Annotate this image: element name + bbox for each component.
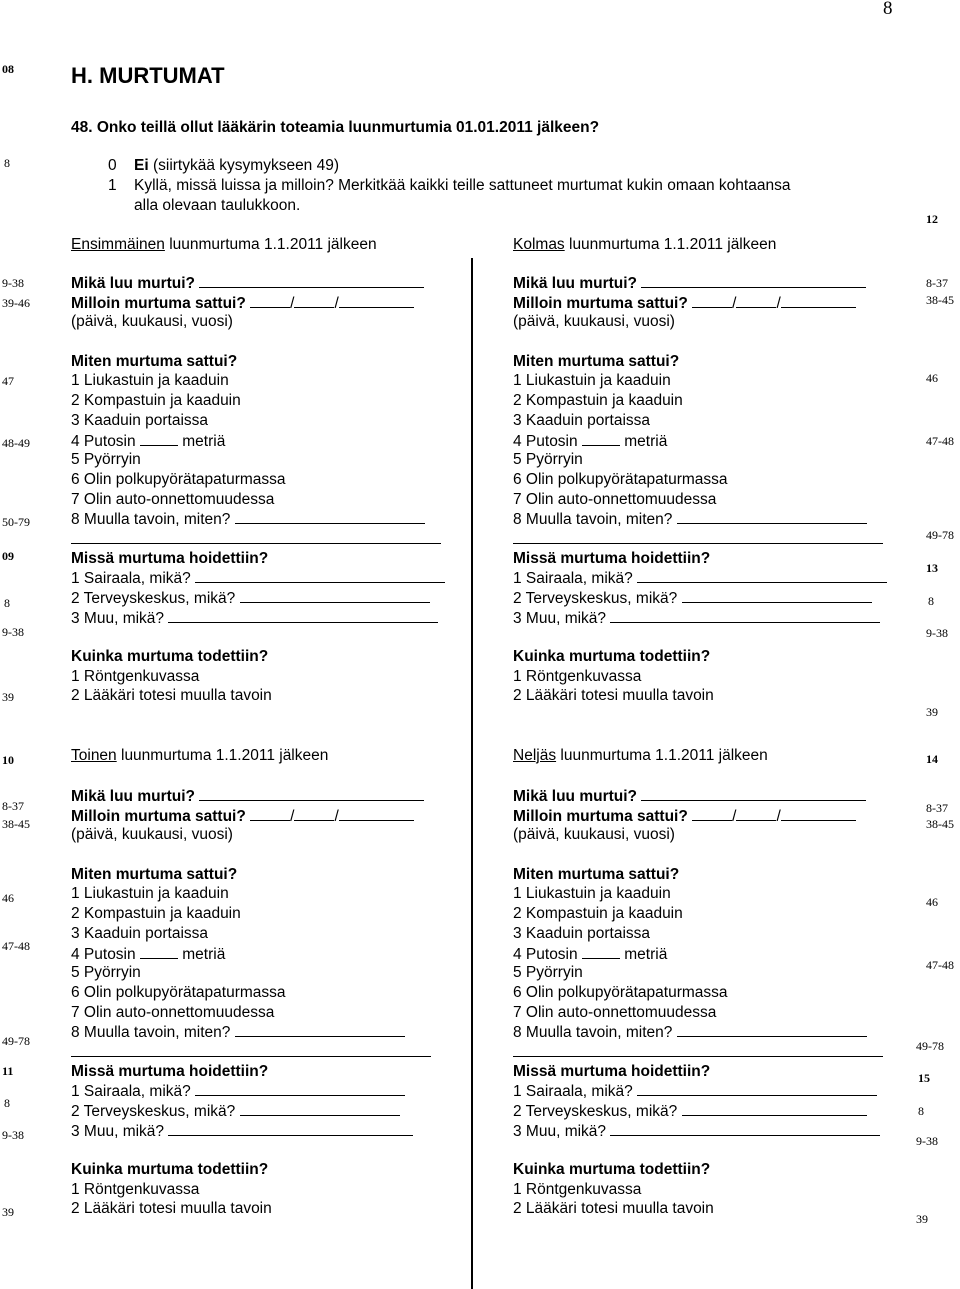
slash: / — [290, 294, 295, 312]
margin-code: 08 — [2, 62, 14, 76]
margin-code: 8 — [4, 596, 10, 610]
margin-code: 8 — [4, 156, 10, 170]
how-option[interactable]: 1 Liukastuin ja kaaduin — [513, 372, 671, 390]
margin-code: 14 — [926, 752, 938, 766]
how-option[interactable]: 6 Olin polkupyörätapaturmassa — [513, 470, 728, 488]
how-option[interactable]: 2 Kompastuin ja kaaduin — [513, 905, 683, 923]
margin-code: 10 — [2, 753, 14, 767]
day-input[interactable] — [692, 806, 732, 821]
answer-code: 0 — [108, 157, 117, 174]
fracture-heading-2: Toinen luunmurtuma 1.1.2011 jälkeen — [71, 747, 329, 764]
health-center-input[interactable] — [240, 1101, 400, 1116]
answer-note: alla olevaan taulukkoon. — [134, 197, 301, 214]
hospital-input[interactable] — [195, 568, 445, 583]
year-input[interactable] — [339, 806, 414, 821]
diagnosis-option[interactable]: 2 Lääkäri totesi muulla tavoin — [513, 687, 714, 705]
how-option[interactable]: 3 Kaaduin portaissa — [71, 411, 209, 429]
where-option[interactable]: 3 Muu, mikä? — [513, 608, 913, 628]
fracture-form-3 — [513, 273, 913, 706]
slash: / — [732, 294, 737, 312]
margin-code: 15 — [918, 1071, 930, 1085]
date-hint: (päivä, kuukausi, vuosi) — [71, 826, 233, 844]
where-option[interactable]: 2 Terveyskeskus, mikä? — [71, 588, 471, 608]
other-how-input[interactable] — [677, 1022, 867, 1037]
other-how-input-2[interactable] — [71, 529, 441, 544]
metres-input[interactable] — [582, 431, 620, 446]
date-hint: (päivä, kuukausi, vuosi) — [71, 313, 233, 331]
fracture-form-4 — [513, 786, 913, 1219]
other-how-input[interactable] — [235, 509, 425, 524]
day-input[interactable] — [250, 293, 290, 308]
hospital-input[interactable] — [195, 1081, 405, 1096]
how-option[interactable]: 4 Putosin metriä — [513, 945, 668, 963]
how-option[interactable]: 7 Olin auto-onnettomuudessa — [71, 490, 275, 508]
slash: / — [732, 807, 737, 825]
margin-code: 8 — [918, 1104, 924, 1118]
margin-code: 38-45 — [926, 817, 954, 831]
margin-code: 49-78 — [916, 1039, 944, 1053]
slash: / — [290, 807, 295, 825]
how-option[interactable]: 2 Kompastuin ja kaaduin — [513, 392, 683, 410]
how-option[interactable]: 4 Putosin metriä — [71, 432, 226, 450]
diagnosis-option[interactable]: 2 Lääkäri totesi muulla tavoin — [71, 1200, 272, 1218]
other-how-input-2[interactable] — [513, 529, 883, 544]
margin-code: 46 — [926, 371, 938, 385]
hospital-input[interactable] — [637, 1081, 877, 1096]
margin-code: 9-38 — [916, 1134, 938, 1148]
column-divider — [471, 258, 473, 1289]
year-input[interactable] — [781, 806, 856, 821]
margin-code: 8-37 — [2, 799, 24, 813]
other-how-input-2[interactable] — [71, 1042, 431, 1057]
where-option[interactable]: 3 Muu, mikä? — [71, 608, 471, 628]
where-option[interactable]: 2 Terveyskeskus, mikä? — [513, 1101, 913, 1121]
other-how-input-2[interactable] — [513, 1042, 883, 1057]
where-option[interactable]: 1 Sairaala, mikä? — [513, 568, 913, 588]
other-place-input[interactable] — [168, 1121, 413, 1136]
section-title: H. MURTUMAT — [71, 63, 225, 88]
margin-code: 38-45 — [2, 817, 30, 831]
metres-input[interactable] — [140, 944, 178, 959]
how-option[interactable]: 3 Kaaduin portaissa — [513, 924, 651, 942]
how-option[interactable]: 2 Kompastuin ja kaaduin — [71, 905, 241, 923]
how-option[interactable]: 8 Muulla tavoin, miten? — [71, 1022, 471, 1042]
diagnosis-question: Kuinka murtuma todettiin? — [513, 648, 711, 666]
answer-code: 1 — [108, 177, 117, 194]
how-option[interactable]: 4 Putosin metriä — [513, 432, 668, 450]
how-option[interactable]: 5 Pyörryin — [71, 964, 141, 982]
other-how-input[interactable] — [235, 1022, 405, 1037]
month-input[interactable] — [736, 806, 776, 821]
how-option[interactable]: 8 Muulla tavoin, miten? — [513, 1022, 913, 1042]
where-option[interactable]: 2 Terveyskeskus, mikä? — [71, 1101, 471, 1121]
where-option[interactable]: 3 Muu, mikä? — [71, 1121, 471, 1141]
how-question: Miten murtuma sattui? — [513, 352, 680, 370]
answer-option-1[interactable] — [108, 176, 790, 196]
year-input[interactable] — [339, 293, 414, 308]
margin-code: 47-48 — [926, 958, 954, 972]
how-question: Miten murtuma sattui? — [513, 865, 680, 883]
other-how-input[interactable] — [677, 509, 867, 524]
how-option[interactable]: 2 Kompastuin ja kaaduin — [71, 392, 241, 410]
diagnosis-question: Kuinka murtuma todettiin? — [71, 648, 269, 666]
fracture-heading-4: Neljäs luunmurtuma 1.1.2011 jälkeen — [513, 747, 768, 764]
when-label: Milloin murtuma sattui? — [513, 294, 688, 312]
date-hint: (päivä, kuukausi, vuosi) — [513, 313, 675, 331]
when-label: Milloin murtuma sattui? — [71, 294, 246, 312]
margin-code: 9-38 — [2, 1128, 24, 1142]
margin-code: 09 — [2, 549, 14, 563]
day-input[interactable] — [250, 806, 290, 821]
margin-code: 11 — [2, 1064, 14, 1078]
diagnosis-option[interactable]: 1 Röntgenkuvassa — [513, 667, 642, 685]
what-broke-label: Mikä luu murtui? — [71, 788, 195, 805]
what-broke-label: Mikä luu murtui? — [513, 788, 637, 805]
date-hint: (päivä, kuukausi, vuosi) — [513, 826, 675, 844]
diagnosis-question: Kuinka murtuma todettiin? — [513, 1161, 711, 1179]
where-option[interactable]: 2 Terveyskeskus, mikä? — [513, 588, 913, 608]
how-question: Miten murtuma sattui? — [71, 865, 238, 883]
month-input[interactable] — [294, 293, 334, 308]
margin-code: 8-37 — [926, 801, 948, 815]
margin-code: 39 — [2, 1205, 14, 1219]
diagnosis-option[interactable]: 1 Röntgenkuvassa — [513, 1180, 642, 1198]
bone-input[interactable] — [199, 273, 424, 288]
slash: / — [334, 294, 339, 312]
fracture-heading-1: Ensimmäinen luunmurtuma 1.1.2011 jälkeen — [71, 236, 377, 253]
how-option[interactable]: 3 Kaaduin portaissa — [513, 411, 651, 429]
year-input[interactable] — [781, 293, 856, 308]
margin-code: 46 — [926, 895, 938, 909]
margin-code: 39 — [916, 1212, 928, 1226]
margin-code: 9-38 — [2, 625, 24, 639]
margin-code: 50-79 — [2, 515, 30, 529]
other-place-input[interactable] — [168, 608, 438, 623]
page-number: 8 — [883, 0, 893, 19]
health-center-input[interactable] — [240, 588, 430, 603]
margin-code: 8 — [928, 594, 934, 608]
how-option[interactable]: 7 Olin auto-onnettomuudessa — [513, 490, 717, 508]
margin-code: 47-48 — [926, 434, 954, 448]
month-input[interactable] — [294, 806, 334, 821]
where-option[interactable]: 1 Sairaala, mikä? — [513, 1081, 913, 1101]
answer-option-0[interactable] — [108, 156, 339, 176]
day-input[interactable] — [692, 293, 732, 308]
how-option[interactable]: 1 Liukastuin ja kaaduin — [71, 885, 229, 903]
metres-input[interactable] — [582, 944, 620, 959]
diagnosis-option[interactable]: 1 Röntgenkuvassa — [71, 1180, 200, 1198]
margin-code: 8 — [4, 1096, 10, 1110]
how-option[interactable]: 7 Olin auto-onnettomuudessa — [71, 1003, 275, 1021]
margin-code: 8-37 — [926, 276, 948, 290]
when-label: Milloin murtuma sattui? — [513, 807, 688, 825]
bone-input[interactable] — [641, 786, 866, 801]
answer-note: (siirtykää kysymykseen 49) — [152, 157, 340, 174]
how-option[interactable]: 1 Liukastuin ja kaaduin — [513, 885, 671, 903]
what-broke-label: Mikä luu murtui? — [513, 275, 637, 292]
bone-input[interactable] — [199, 786, 424, 801]
health-center-input[interactable] — [682, 1101, 867, 1116]
diagnosis-option[interactable]: 2 Lääkäri totesi muulla tavoin — [513, 1200, 714, 1218]
where-option[interactable]: 1 Sairaala, mikä? — [71, 1081, 471, 1101]
how-option[interactable]: 7 Olin auto-onnettomuudessa — [513, 1003, 717, 1021]
how-option[interactable]: 6 Olin polkupyörätapaturmassa — [71, 470, 286, 488]
answer-label: Ei — [134, 157, 149, 174]
how-option[interactable]: 5 Pyörryin — [513, 964, 583, 982]
where-question: Missä murtuma hoidettiin? — [513, 1062, 711, 1080]
month-input[interactable] — [736, 293, 776, 308]
when-label: Milloin murtuma sattui? — [71, 807, 246, 825]
how-option[interactable]: 4 Putosin metriä — [71, 945, 226, 963]
margin-code: 49-78 — [926, 528, 954, 542]
how-option[interactable]: 8 Muulla tavoin, miten? — [71, 509, 471, 529]
how-question: Miten murtuma sattui? — [71, 352, 238, 370]
how-option[interactable]: 8 Muulla tavoin, miten? — [513, 509, 913, 529]
health-center-input[interactable] — [682, 588, 872, 603]
margin-code: 9-38 — [926, 626, 948, 640]
margin-code: 39 — [926, 705, 938, 719]
what-broke-label: Mikä luu murtui? — [71, 275, 195, 292]
how-option[interactable]: 5 Pyörryin — [71, 451, 141, 469]
margin-code: 38-45 — [926, 293, 954, 307]
how-option[interactable]: 3 Kaaduin portaissa — [71, 924, 209, 942]
how-option[interactable]: 5 Pyörryin — [513, 451, 583, 469]
fracture-form-2 — [71, 786, 471, 1219]
margin-code: 13 — [926, 561, 938, 575]
where-question: Missä murtuma hoidettiin? — [71, 1062, 269, 1080]
other-place-input[interactable] — [610, 1121, 880, 1136]
slash: / — [334, 807, 339, 825]
margin-code: 39 — [2, 690, 14, 704]
how-option[interactable]: 6 Olin polkupyörätapaturmassa — [71, 983, 286, 1001]
margin-code: 46 — [2, 891, 14, 905]
margin-code: 47 — [2, 374, 14, 388]
fracture-heading-3: Kolmas luunmurtuma 1.1.2011 jälkeen — [513, 236, 777, 253]
slash: / — [776, 807, 781, 825]
where-option[interactable]: 1 Sairaala, mikä? — [71, 568, 471, 588]
fracture-form-1 — [71, 273, 471, 706]
how-option[interactable]: 6 Olin polkupyörätapaturmassa — [513, 983, 728, 1001]
how-option[interactable]: 1 Liukastuin ja kaaduin — [71, 372, 229, 390]
margin-code: 12 — [926, 212, 938, 226]
question-text: 48. Onko teillä ollut lääkärin toteamia luunmurtumia 01.01.2011 jälkeen? — [71, 119, 600, 136]
margin-code: 48-49 — [2, 436, 30, 450]
diagnosis-option[interactable]: 2 Lääkäri totesi muulla tavoin — [71, 687, 272, 705]
margin-code: 39-46 — [2, 296, 30, 310]
metres-input[interactable] — [140, 431, 178, 446]
slash: / — [776, 294, 781, 312]
margin-code: 47-48 — [2, 939, 30, 953]
hospital-input[interactable] — [637, 568, 887, 583]
margin-code: 49-78 — [2, 1034, 30, 1048]
diagnosis-option[interactable]: 1 Röntgenkuvassa — [71, 667, 200, 685]
other-place-input[interactable] — [610, 608, 880, 623]
where-question: Missä murtuma hoidettiin? — [71, 549, 269, 567]
answer-label: Kyllä, missä luissa ja milloin? Merkitkää kaikki teille sattuneet murtumat kukin omaan kohtaansa — [134, 177, 791, 194]
bone-input[interactable] — [641, 273, 866, 288]
where-question: Missä murtuma hoidettiin? — [513, 549, 711, 567]
where-option[interactable]: 3 Muu, mikä? — [513, 1121, 913, 1141]
margin-code: 9-38 — [2, 276, 24, 290]
diagnosis-question: Kuinka murtuma todettiin? — [71, 1161, 269, 1179]
